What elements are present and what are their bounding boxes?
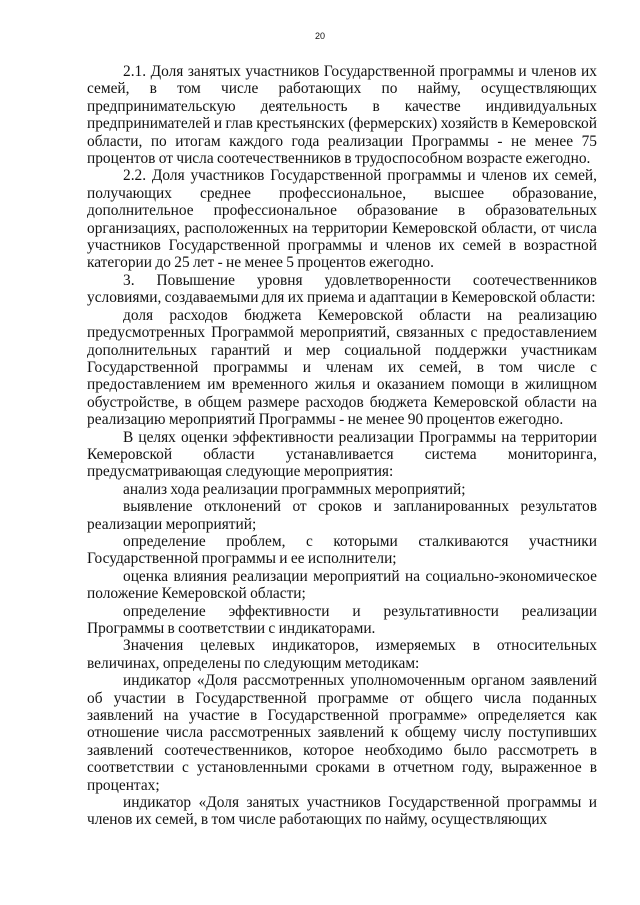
paragraph-monitoring-item-4: оценка влияния реализации мероприятий на социально-экономическое положение Кемеровской области; (87, 567, 597, 603)
paragraph-monitoring: В целях оценки эффективности реализации Программы на территории Кемеровской области устанавливается система мониторинга, предусматривающая следующие мероприятия: (87, 428, 597, 481)
paragraph-3: 3. Повышение уровня удовлетворенности соотечественников условиями, создаваемыми для их приема и адаптации в Кемеровской области: (87, 271, 597, 307)
page-number: 20 (314, 31, 325, 41)
paragraph-monitoring-item-5: определение эффективности и результативности реализации Программы в соответствии с индикаторами. (87, 602, 597, 637)
paragraph-2-2: 2.2. Доля участников Государственной программы и членов их семей, получающих среднее профессиональное, высшее образование, дополнительное профессиональное образование в образовательных организациях, расположенных на территории Кемеровской области, от числа участников Государственной программы и членов их семей в возрастной категории до 25 лет - не менее 5 процентов ежегодно. (87, 167, 597, 272)
paragraph-budget-share: доля расходов бюджета Кемеровской области на реализацию предусмотренных Программой мероприятий, связанных с предоставлением дополнительных гарантий и мер социальной поддержки участникам Государственной программы и членам их семей, в том числе с предоставлением им временного жилья и оказанием помощи в жилищном обустройстве, в общем размере расходов бюджета Кемеровской области на реализацию мероприятий Программы - не менее 90 процентов ежегодно. (87, 306, 597, 429)
paragraph-monitoring-item-3: определение проблем, с которыми сталкиваются участники Государственной программы и ее исполнители; (87, 532, 597, 568)
paragraph-indicator-methods: Значения целевых индикаторов, измеряемых в относительных величинах, определены по следующим методикам: (87, 637, 597, 672)
paragraph-indicator-applications: индикатор «Доля рассмотренных уполномоченным органом заявлений об участии в Государственной программе от общего числа поданных заявлений на участие в Государственной программе» определяется как отношение числа рассмотренных заявлений к общему числу поступивших заявлений соотечественников, которое необходимо было рассмотреть в соответствии с установленными сроками в отчетном году, выраженное в процентах; (87, 672, 597, 794)
paragraph-2-1: 2.1. Доля занятых участников Государственной программы и членов их семей, в том числе работающих по найму, осуществляющих предпринимательскую деятельность в качестве индивидуальных предпринимателей и глав крестьянских (фермерских) хозяйств в Кемеровской области, по итогам каждого года реализации Программы - не менее 75 процентов от числа соотечественников в трудоспособном возрасте ежегодно. (87, 63, 597, 168)
document-body (87, 63, 597, 829)
paragraph-monitoring-item-1: анализ хода реализации программных мероприятий; (123, 480, 466, 498)
paragraph-indicator-employment: индикатор «Доля занятых участников Государственной программы и членов их семей, в том числе работающих по найму, осуществляющих (87, 794, 597, 829)
paragraph-monitoring-item-2: выявление отклонений от сроков и запланированных результатов реализации мероприятий; (87, 498, 597, 533)
